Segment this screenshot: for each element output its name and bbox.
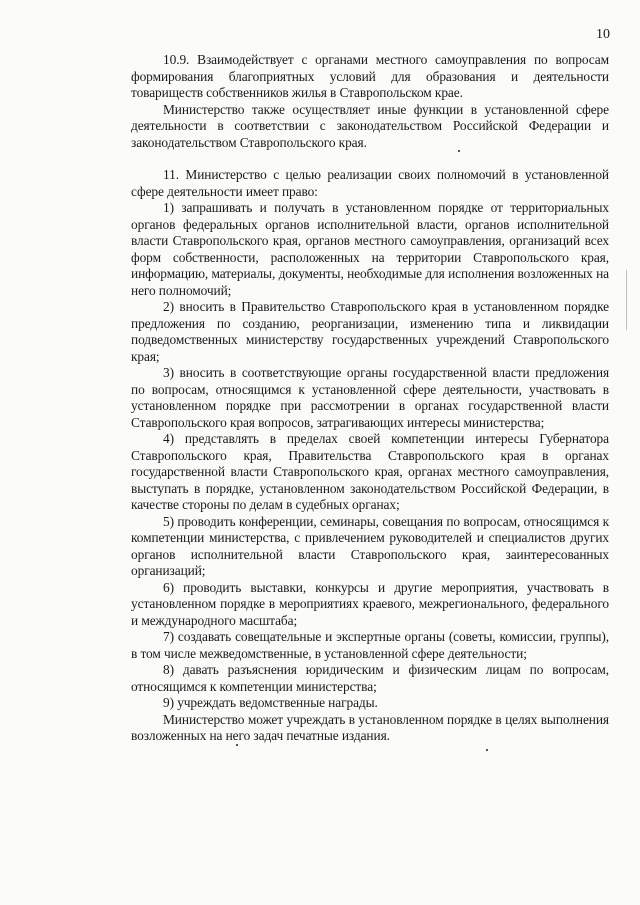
paragraph-11-item-4: 4) представлять в пределах своей компетенции интересы Губернатора Ставропольского края, Правительства Ставропольского края в органах государственной власти Ставропольского края, органах местного самоуправления, выступать в порядке, установленном законодательством Российской Федерации, в качестве стороны по делам в судебных органах;	[131, 431, 609, 512]
paragraph-11-item-3: 3) вносить в соответствующие органы государственной власти предложения по вопросам, относящимся к установленной сфере деятельности, участвовать в установленном порядке при рассмотрении в органах государственной власти Ставропольского края вопросов, затрагивающих интересы министерства;	[131, 365, 609, 430]
document-body	[131, 52, 609, 745]
paragraph-printed-editions: Министерство может учреждать в установленном порядке в целях выполнения возложенных на него задач печатные издания.	[131, 711, 609, 743]
paragraph-11-item-9: 9) учреждать ведомственные награды.	[163, 695, 378, 710]
paragraph-11-item-8: 8) давать разъяснения юридическим и физическим лицам по вопросам, относящимся к компетенции министерства;	[131, 662, 609, 694]
paragraph-11-item-6: 6) проводить выставки, конкурсы и другие мероприятия, участвовать в установленном порядке в мероприятиях краевого, межрегионального, федерального и международного масштаба;	[131, 579, 609, 628]
paragraph-11-item-2: 2) вносить в Правительство Ставропольского края в установленном порядке предложения по созданию, реорганизации, изменению типа и ликвидации подведомственных министерству государственных учреждений Ставропольского края;	[131, 299, 609, 364]
paragraph-11-item-1: 1) запрашивать и получать в установленном порядке от территориальных органов федеральных органов исполнительной власти, органов исполнительной власти Ставропольского края, органов местного самоуправления, организаций всех форм собственности, расположенных на территории Ставропольского края, информацию, материалы, документы, необходимые для исполнения возложенных на него полномочий;	[131, 200, 609, 298]
scan-speck	[458, 150, 460, 152]
paragraph-10-9: 10.9. Взаимодействует с органами местного самоуправления по вопросам формирования благоприятных условий для образования и деятельности товариществ собственников жилья в Ставропольском крае.	[131, 52, 609, 100]
paragraph-11-item-5: 5) проводить конференции, семинары, совещания по вопросам, относящимся к компетенции министерства, с привлечением руководителей и специалистов других органов исполнительной власти Ставропольского края, заинтересованных организаций;	[131, 513, 609, 578]
scan-speck	[626, 270, 627, 330]
scan-speck	[486, 749, 488, 751]
scan-speck	[236, 744, 238, 746]
paragraph-11-item-7: 7) создавать совещательные и экспертные органы (советы, комиссии, группы), в том числе межведомственные, в установленной сфере деятельности;	[131, 629, 609, 661]
page-number: 10	[596, 27, 610, 42]
paragraph-other-functions: Министерство также осуществляет иные функции в установленной сфере деятельности в соответствии с законодательством Российской Федерации и законодательством Ставропольского края.	[131, 101, 609, 150]
paragraph-11-heading: 11. Министерство с целью реализации своих полномочий в установленной сфере деятельности имеет право:	[131, 167, 609, 199]
